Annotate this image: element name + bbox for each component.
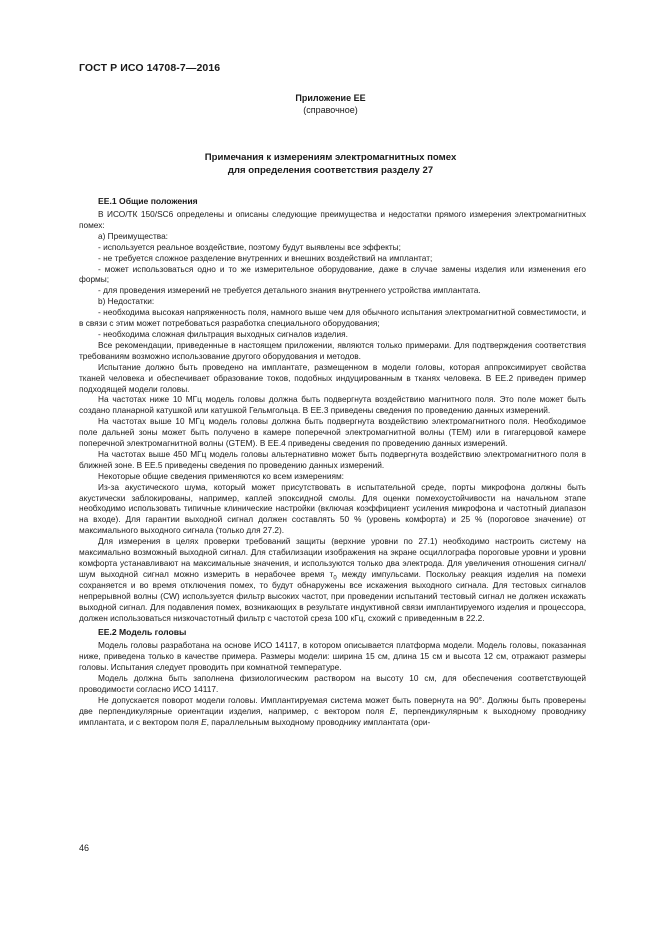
document-title: [79, 152, 582, 177]
section-heading-ee1: ЕЕ.1 Общие положения: [98, 196, 198, 206]
list-item: - необходима сложная фильтрация выходных сигналов изделия.: [98, 328, 348, 339]
list-item: - необходима высокая напряженность поля, намного выше чем для обычного испытания электромагнитной совместимости, и в связи с этим может потребоваться разработка специального оборудования;: [79, 307, 586, 329]
subscript: 0: [333, 575, 337, 582]
annex-heading: [79, 92, 582, 116]
annex-type: (справочное): [303, 105, 358, 115]
paragraph: На частотах ниже 10 МГц модель головы должна быть подвергнута воздействию магнитного поля. Это поле может быть создано планарной катушкой или катушкой Гельмгольца. В ЕЕ.3 приведены сведения по проведению данных измерений.: [79, 394, 586, 416]
paragraph: На частотах выше 450 МГц модель головы альтернативно может быть подвергнута воздействию электромагнитного поля в ближней зоне. В ЕЕ.5 приведены сведения по проведению данных измерений.: [79, 448, 586, 470]
paragraph: [79, 695, 586, 728]
list-item: - не требуется сложное разделение внутренних и внешних воздействий на имплантат;: [98, 252, 433, 263]
list-label-advantages: а) Преимущества:: [98, 230, 168, 241]
page-number: 46: [79, 843, 90, 853]
paragraph: В ИСО/ТК 150/SC6 определены и описаны следующие преимущества и недостатки прямого измерения электромагнитных помех:: [79, 209, 586, 230]
paragraph: Испытание должно быть проведено на имплантате, размещенном в модели головы, которая аппроксимирует свойства тканей человека и обеспечивает образование токов, подобных индуцированным в тканях человека. В ЕЕ.2 приведен пример подходящей модели головы.: [79, 361, 586, 394]
text-run: , параллельным выходному проводнику имплантата (ори-: [206, 716, 431, 727]
paragraph: Все рекомендации, приведенные в настоящем приложении, являются только примерами. Для подтверждения соответствия требованиям возможно использование другого оборудования и методов.: [79, 339, 586, 361]
field-symbol: Е: [201, 716, 207, 727]
list-item: - для проведения измерений не требуется детального знания внутреннего устройства имплантата.: [98, 285, 481, 296]
list-item: - используется реальное воздействие, поэтому будут выявлены все эффекты;: [98, 241, 401, 252]
paragraph: Из-за акустического шума, который может присутствовать в испытательной среде, порты микрофона должны быть акустически заблокированы, например, каплей эпоксидной смолы. Для оценки помехоустойчивости на начальном этапе необходимо использовать типичные клинические настройки (включая коэффициент усиления микрофона и частотный диапазон на входе). Для гарантии выходной сигнал должен составлять 50 % (уровень комфорта) и 25 % (пороговое значение) от максимального выходного сигнала (только для 27.2).: [79, 481, 586, 536]
title-line-1: Примечания к измерениям электромагнитных помех: [204, 152, 457, 163]
paragraph: Модель должна быть заполнена физиологическим раствором на высоту 10 см, для обеспечения соответствующей проводимости согласно ИСО 14117.: [79, 673, 586, 695]
paragraph: Некоторые общие сведения применяются ко всем измерениям:: [98, 470, 344, 481]
annex-title: Приложение ЕЕ: [295, 93, 366, 103]
list-item: - может использоваться одно и то же измерительное оборудование, даже в случае замены изделия или изменения его формы;: [79, 263, 586, 285]
text-run: , перпендикулярным к выходному проводнику имплантата, и с вектором поля: [79, 705, 586, 727]
document-body: [79, 195, 586, 728]
text-run: между импульсами. Поскольку реакция изделия на помехи сохраняется и во время отключения помех, то будут обнаружены все искажения выходного сигнала. Для тестовых сигналов непрерывной волны (CW) используется фильтр высоких частот, при проведении испытаний тестовый сигнал не должен искажать выходной сигнал. Для подавления помех, возникающих в результате индуктивной связи имплантируемого изделия и процессора, должен использоваться низкочастотный фильтр с частотой среза 100 кГц, схожий с приведенным в 22.2.: [79, 568, 586, 623]
list-label-disadvantages: b) Недостатки:: [98, 296, 155, 307]
title-line-2: для определения соответствия разделу 27: [227, 164, 434, 176]
paragraph: [79, 536, 586, 623]
section-heading-ee2: ЕЕ.2 Модель головы: [98, 627, 187, 638]
paragraph: Модель головы разработана на основе ИСО 14117, в котором описывается платформа модели. Модель головы, показанная ниже, приведена только в качестве примера. Размеры модели: ширина 15 см, длина 15 см и высота 12 см, отражают размеры головы. Испытания следует проводить при комнатной температуре.: [79, 640, 586, 673]
field-symbol: Е: [389, 705, 396, 716]
standard-header: ГОСТ Р ИСО 14708-7—2016: [79, 62, 221, 74]
text-run: Для измерения в целях проверки требований защиты (верхние уровни по 27.1) необходимо настроить систему на максимально возможный выходной сигнал. Для стабилизации изображения на экране осциллографа пороговые уровни и уровни комфорта устанавливают на максимальные значения, и используются только два электрода. Для увеличения отношения сигнал/шум выходной сигнал можно измерить в нерабочее время т: [79, 536, 586, 579]
text-run: Не допускается поворот модели головы. Имплантируемая система может быть повернута на 90°. Должны быть проверены две перпендикулярные ориентации изделия, например, с вектором поля: [79, 694, 586, 716]
paragraph: На частотах выше 10 МГц модель головы должна быть подвергнута воздействию электромагнитного поля. Необходимое поле дальней зоны может быть получено в камере поперечной электромагнитной волны (ТЕМ) или в гигагерцовой камере поперечной электромагнитной волны (GTEM). В ЕЕ.4 приведены сведения по проведению данных измерений.: [79, 416, 586, 449]
